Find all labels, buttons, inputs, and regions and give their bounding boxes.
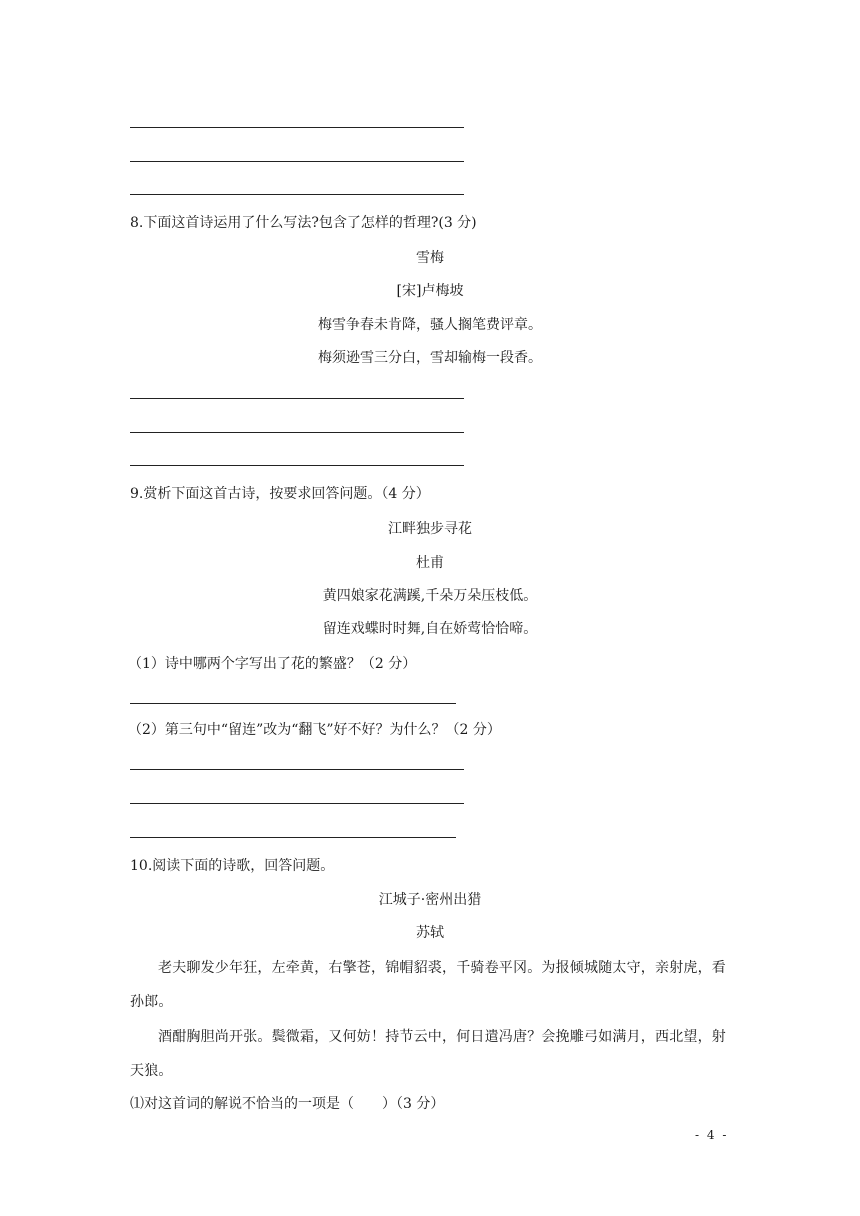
poem-author-9: 杜甫 [416, 555, 444, 571]
answer-line [130, 194, 464, 195]
answer-line [130, 837, 456, 838]
answer-line [130, 803, 464, 804]
answer-line [130, 127, 464, 128]
question-9-sub-2: （2）第三句中“留连”改为“翻飞”好不好？为什么？（2 分） [128, 722, 501, 738]
poem-paragraph-10-1: 老夫聊发少年狂，左牵黄，右擎苍，锦帽貂裘，千骑卷平冈。为报倾城随太守，亲射虎，看孙郎。 [130, 960, 726, 1010]
answer-line [130, 769, 464, 770]
question-10: 10.阅读下面的诗歌，回答问题。 [130, 858, 335, 874]
answer-line [130, 161, 464, 162]
poem-line-8-2: 梅须逊雪三分白，雪却输梅一段香。 [318, 350, 542, 366]
poem-paragraph-10-2: 酒酣胸胆尚开张。鬓微霜，又何妨！持节云中，何日遣冯唐？会挽雕弓如满月，西北望，射天狼。 [130, 1029, 726, 1079]
answer-line [130, 432, 464, 433]
poem-author-8: [宋]卢梅坡 [396, 283, 464, 299]
poem-line-9-1: 黄四娘家花满蹊,千朵万朵压枝低。 [322, 588, 538, 604]
question-9-sub-1: （1）诗中哪两个字写出了花的繁盛？（2 分） [128, 656, 417, 672]
poem-title-9: 江畔独步寻花 [388, 521, 472, 537]
question-9: 9.赏析下面这首古诗，按要求回答问题。（4 分） [130, 486, 430, 502]
poem-line-9-2: 留连戏蝶时时舞,自在娇莺恰恰啼。 [322, 621, 538, 637]
poem-author-10: 苏轼 [416, 925, 444, 941]
question-8: 8.下面这首诗运用了什么写法?包含了怎样的哲理?(3 分) [130, 215, 477, 231]
answer-line [130, 703, 456, 704]
page-number: - 4 - [695, 1128, 729, 1142]
poem-line-8-1: 梅雪争春未肯降，骚人搁笔费评章。 [318, 317, 542, 333]
answer-line [130, 398, 464, 399]
poem-title-10: 江城子·密州出猎 [378, 892, 482, 908]
answer-line [130, 465, 464, 466]
question-10-sub-1: ⑴对这首词的解说不恰当的一项是（ ）（3 分） [130, 1096, 445, 1112]
poem-title-8: 雪梅 [416, 250, 444, 266]
